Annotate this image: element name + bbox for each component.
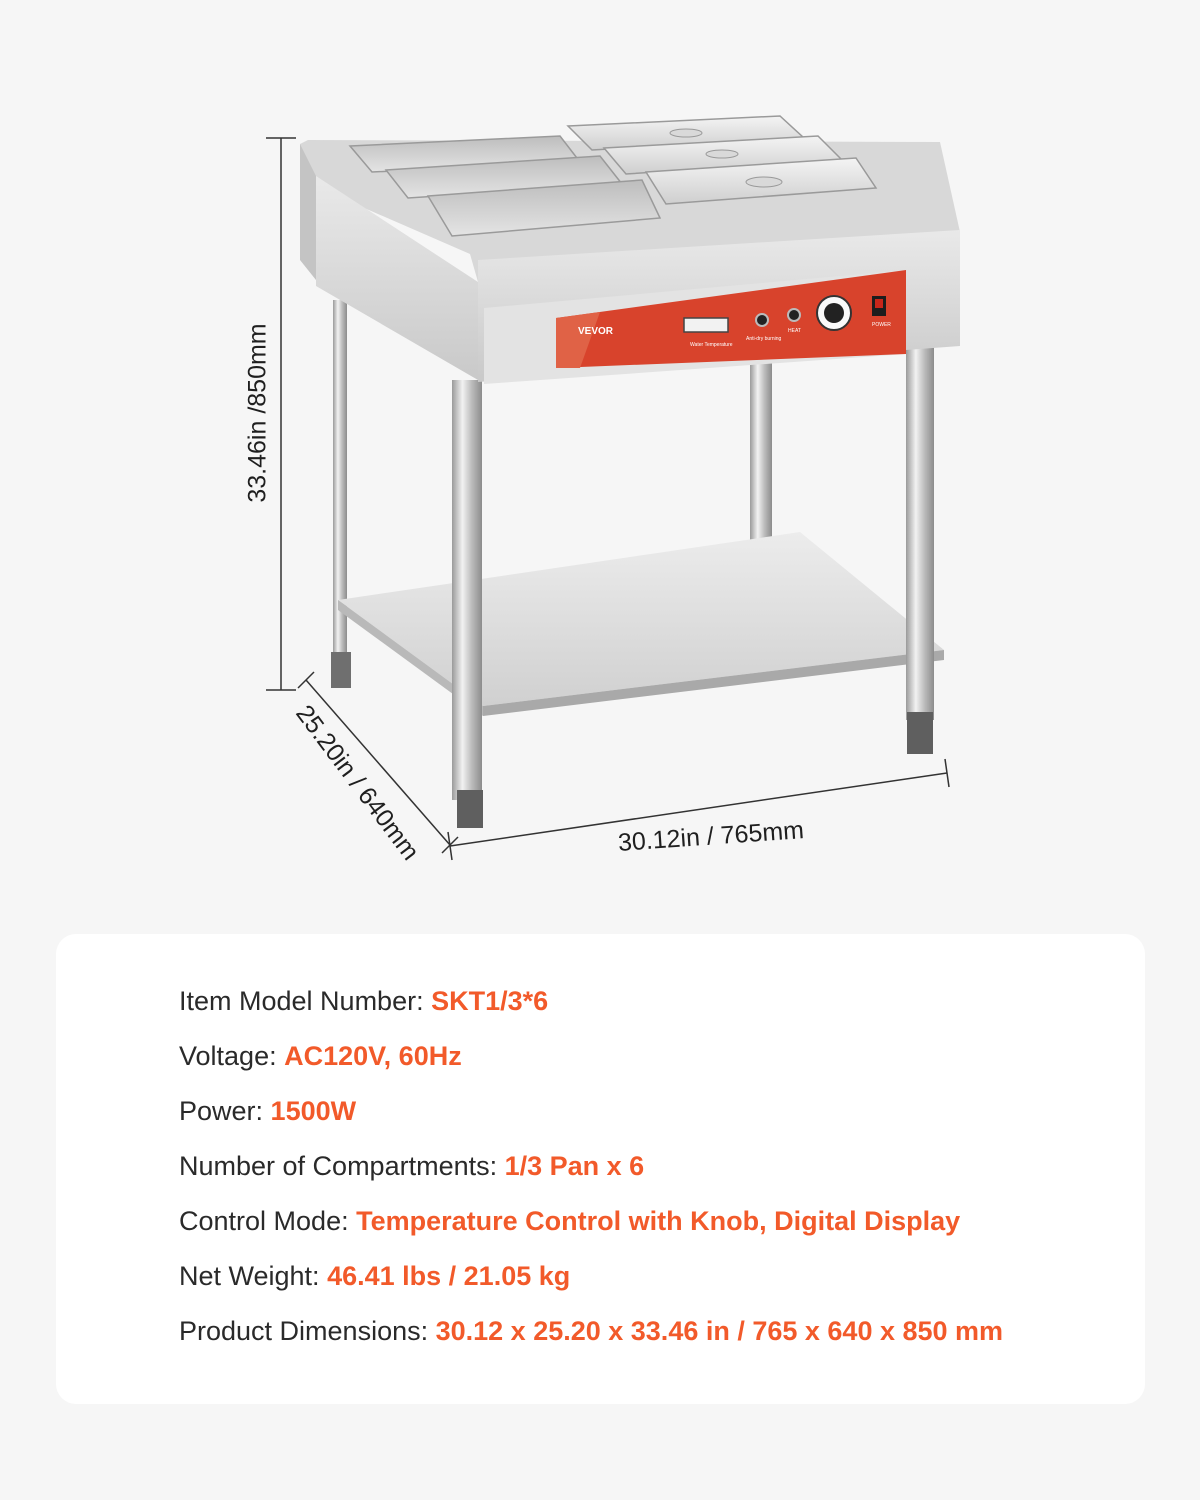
- spec-label: Net Weight:: [179, 1261, 328, 1291]
- water-temp-label: Water Temperature: [690, 342, 733, 348]
- front-right-leg: [906, 320, 934, 720]
- spec-row-model-number: [179, 986, 1003, 1041]
- spec-row-control-mode: [179, 1206, 1003, 1261]
- anti-dry-indicator-light: [756, 314, 768, 326]
- front-left-leg: [452, 380, 482, 800]
- spec-label: Power:: [179, 1096, 271, 1126]
- height-dimension-label: 33.46in /850mm: [243, 323, 272, 503]
- digital-display: [684, 318, 728, 332]
- spec-card: [56, 934, 1145, 1404]
- spec-label: Control Mode:: [179, 1206, 357, 1236]
- heat-label: HEAT: [788, 328, 801, 334]
- spec-label: Number of Compartments:: [179, 1151, 505, 1181]
- spec-value: SKT1/3*6: [431, 986, 549, 1016]
- spec-value: 1/3 Pan x 6: [504, 1151, 645, 1181]
- heat-indicator-light: [788, 309, 800, 321]
- anti-dry-label: Anti-dry burning: [746, 336, 782, 342]
- spec-value: AC120V, 60Hz: [284, 1041, 462, 1071]
- front-right-foot: [907, 712, 933, 754]
- spec-row-compartments: [179, 1151, 1003, 1206]
- spec-label: Voltage:: [179, 1041, 285, 1071]
- depth-dimension-label: 25.20in / 640mm: [290, 699, 425, 866]
- spec-row-voltage: [179, 1041, 1003, 1096]
- back-left-foot: [331, 652, 351, 688]
- width-dimension-label: 30.12in / 765mm: [617, 816, 805, 857]
- spec-label: Product Dimensions:: [179, 1316, 436, 1346]
- spec-label: Item Model Number:: [179, 986, 432, 1016]
- spec-row-net-weight: [179, 1261, 1003, 1316]
- front-left-foot: [457, 790, 483, 828]
- spec-value: 30.12 x 25.20 x 33.46 in / 765 x 640 x 850 mm: [435, 1316, 1004, 1346]
- spec-value: 46.41 lbs / 21.05 kg: [327, 1261, 571, 1291]
- spec-value: 1500W: [270, 1096, 357, 1126]
- spec-list: [179, 986, 1003, 1371]
- spec-row-dimensions: [179, 1316, 1003, 1371]
- lower-shelf: [338, 532, 944, 706]
- spec-value: Temperature Control with Knob, Digital Display: [356, 1206, 961, 1236]
- power-label: POWER: [872, 322, 891, 328]
- brand-logo: VEVOR: [578, 326, 614, 337]
- spec-row-power: [179, 1096, 1003, 1151]
